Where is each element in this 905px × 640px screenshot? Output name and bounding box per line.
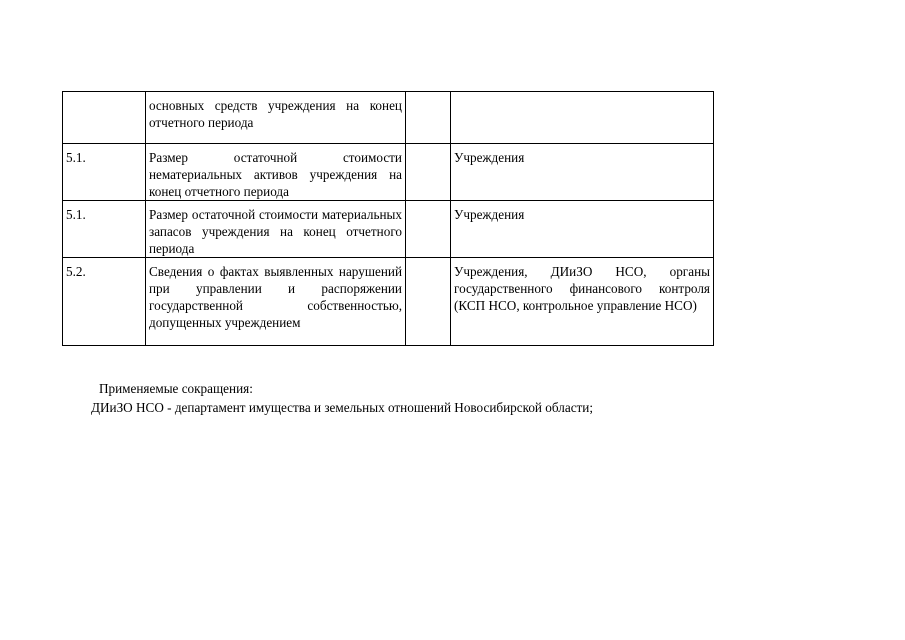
row-description-cell: Размер остаточной стоимости материальных запасов учреждения на конец отчетного периода — [146, 201, 406, 258]
row-description-cell: основных средств учреждения на конец отчетного периода — [146, 92, 406, 144]
document-table — [62, 91, 714, 346]
row-responsible-cell: Учреждения, ДИиЗО НСО, органы государственного финансового контроля (КСП НСО, контрольное управление НСО) — [451, 258, 714, 346]
table-row — [63, 258, 714, 346]
table-row — [63, 92, 714, 144]
row-number-cell: 5.1. — [63, 201, 146, 258]
table-row — [63, 201, 714, 258]
row-responsible-cell — [451, 92, 714, 144]
row-responsible-cell: Учреждения — [451, 201, 714, 258]
table-row — [63, 144, 714, 201]
row-empty-cell — [406, 258, 451, 346]
row-empty-cell — [406, 92, 451, 144]
row-empty-cell — [406, 201, 451, 258]
row-description-cell: Размер остаточной стоимости нематериальных активов учреждения на конец отчетного периода — [146, 144, 406, 201]
row-number-cell: 5.2. — [63, 258, 146, 346]
row-responsible-cell: Учреждения — [451, 144, 714, 201]
abbreviation-entry: ДИиЗО НСО - департамент имущества и земельных отношений Новосибирской области; — [91, 400, 594, 415]
row-number-cell — [63, 92, 146, 144]
abbreviations-heading: Применяемые сокращения: — [99, 381, 253, 396]
row-number-cell: 5.1. — [63, 144, 146, 201]
row-empty-cell — [406, 144, 451, 201]
row-description-cell: Сведения о фактах выявленных нарушений при управлении и распоряжении государственной собственностью, допущенных учреждением — [146, 258, 406, 346]
